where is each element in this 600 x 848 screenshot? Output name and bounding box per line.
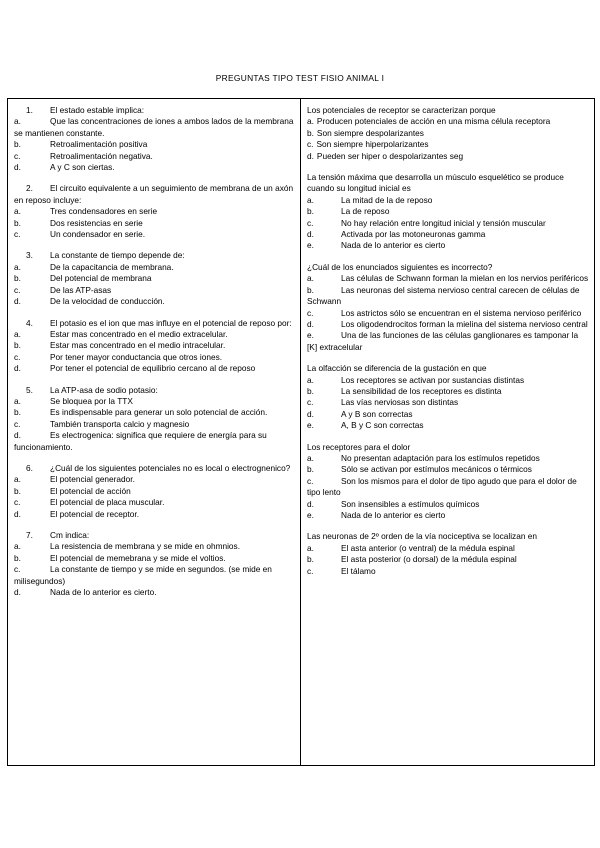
option-letter: c. bbox=[14, 351, 21, 362]
question-stem bbox=[14, 530, 296, 541]
question bbox=[14, 105, 296, 173]
option-letter: c. bbox=[307, 139, 314, 150]
option-text: La mitad de la de reposo bbox=[341, 194, 433, 205]
option bbox=[14, 218, 296, 229]
option bbox=[14, 116, 296, 139]
question-text: El potasio es el ion que mas influye en el potencial de reposo por: bbox=[50, 317, 292, 328]
question bbox=[14, 318, 296, 375]
option bbox=[307, 273, 590, 284]
option-letter: b. bbox=[14, 485, 21, 496]
question-stem: Los receptores para el dolor bbox=[307, 441, 411, 452]
question-text: El circuito equivalente a un seguimiento de membrana de un axón en reposo incluye: bbox=[14, 183, 294, 205]
option bbox=[307, 195, 590, 206]
option bbox=[307, 386, 590, 397]
option-text: El potencial de acción bbox=[50, 485, 131, 496]
question-number: 2. bbox=[26, 183, 33, 194]
question-stem: ¿Cuál de los enunciados siguientes es incorrecto? bbox=[307, 261, 493, 272]
option-text: Son siempre hiperpolarizantes bbox=[316, 139, 429, 150]
option bbox=[307, 128, 590, 139]
question-stem bbox=[14, 318, 296, 329]
option bbox=[307, 554, 590, 565]
option bbox=[307, 420, 590, 431]
option-text: Activada por las motoneuronas gamma bbox=[341, 229, 486, 240]
option-text: Los oligodendrocitos forman la mielina del sistema nervioso central bbox=[341, 318, 588, 329]
option-letter: b. bbox=[307, 554, 314, 565]
option bbox=[14, 497, 296, 508]
option bbox=[14, 486, 296, 497]
option bbox=[14, 587, 296, 598]
option-letter: c. bbox=[14, 564, 21, 575]
option-letter: b. bbox=[307, 127, 314, 138]
question-text: ¿Cuál de los siguientes potenciales no es local o electrognenico? bbox=[50, 462, 291, 473]
option-text: Los astrictos sólo se encuentran en el sistema nervioso periférico bbox=[341, 307, 582, 318]
left-column bbox=[8, 99, 301, 765]
question bbox=[14, 530, 296, 598]
option-text: El potencial de memebrana y se mide el voltios. bbox=[50, 552, 226, 563]
option-letter: c. bbox=[14, 229, 21, 240]
option-text: Pueden ser hiper o despolarizantes seg bbox=[316, 150, 464, 161]
option-letter: b. bbox=[14, 139, 21, 150]
option-text: El potencial de receptor. bbox=[50, 508, 140, 519]
question-number: 5. bbox=[26, 384, 33, 395]
option-letter: e. bbox=[307, 240, 314, 251]
option bbox=[307, 330, 590, 353]
option bbox=[307, 139, 590, 150]
option bbox=[14, 509, 296, 520]
option bbox=[307, 375, 590, 386]
option bbox=[14, 352, 296, 363]
option bbox=[307, 566, 590, 577]
option bbox=[307, 229, 590, 240]
option bbox=[14, 296, 296, 307]
option bbox=[307, 476, 590, 499]
option-letter: a. bbox=[14, 474, 21, 485]
option-text: Sólo se activan por estímulos mecánicos o térmicos bbox=[341, 464, 532, 475]
option bbox=[14, 396, 296, 407]
option-text: A y B son correctas bbox=[341, 408, 413, 419]
option-letter: a. bbox=[14, 328, 21, 339]
option-letter: b. bbox=[14, 552, 21, 563]
option bbox=[14, 229, 296, 240]
option-letter: d. bbox=[14, 430, 21, 441]
option-letter: a. bbox=[307, 374, 314, 385]
option-letter: d. bbox=[14, 296, 21, 307]
option-text: Nada de lo anterior es cierto. bbox=[50, 587, 157, 598]
question-stem bbox=[14, 183, 296, 206]
option-letter: d. bbox=[14, 587, 21, 598]
option-letter: d. bbox=[307, 229, 314, 240]
option-text: La resistencia de membrana y se mide en ohmnios. bbox=[50, 541, 241, 552]
option-letter: c. bbox=[307, 307, 314, 318]
question-number: 1. bbox=[26, 105, 33, 115]
option-text: Del potencial de membrana bbox=[50, 273, 152, 284]
option bbox=[307, 308, 590, 319]
option-text: De la velocidad de conducción. bbox=[50, 296, 165, 307]
option bbox=[307, 510, 590, 521]
question-number: 4. bbox=[26, 317, 33, 328]
option-letter: d. bbox=[307, 318, 314, 329]
question-stem: Las neuronas de 2º orden de la vía nociceptiva se localizan en bbox=[307, 531, 537, 542]
option bbox=[14, 206, 296, 217]
option-letter: c. bbox=[14, 497, 21, 508]
option-letter: a. bbox=[307, 273, 314, 284]
option-text: Retroalimentación positiva bbox=[50, 139, 148, 150]
option-letter: b. bbox=[307, 385, 314, 396]
option-text: Un condensador en serie. bbox=[50, 229, 146, 240]
question bbox=[307, 531, 590, 577]
option-text: Son los mismos para el dolor de tipo agudo que para el dolor de tipo lento bbox=[307, 475, 577, 498]
option-letter: b. bbox=[14, 273, 21, 284]
option-letter: d. bbox=[307, 498, 314, 509]
option-text: El asta anterior (o ventral) de la médula espinal bbox=[341, 542, 515, 553]
option-text: La de reposo bbox=[341, 206, 390, 217]
option-text: La sensibilidad de los receptores es distinta bbox=[341, 385, 502, 396]
option-letter: a. bbox=[307, 116, 314, 127]
option bbox=[307, 218, 590, 229]
option-text: Dos resistencias en serie bbox=[50, 217, 143, 228]
option-text: El tálamo bbox=[341, 565, 376, 576]
option bbox=[14, 162, 296, 173]
option-letter: d. bbox=[307, 408, 314, 419]
option-text: A, B y C son correctas bbox=[341, 420, 424, 431]
option-text: Nada de lo anterior es cierto bbox=[341, 510, 446, 520]
question bbox=[307, 363, 590, 431]
option bbox=[14, 151, 296, 162]
option-text: Estar mas concentrado en el medio extracelular. bbox=[50, 328, 228, 339]
option bbox=[307, 453, 590, 464]
option-letter: d. bbox=[307, 150, 314, 161]
option-text: Tres condensadores en serie bbox=[50, 206, 158, 217]
option bbox=[14, 340, 296, 351]
option-text: El asta posterior (o dorsal) de la médula espinal bbox=[341, 554, 517, 565]
option-letter: c. bbox=[307, 217, 314, 228]
option-letter: a. bbox=[307, 452, 314, 463]
option bbox=[307, 397, 590, 408]
option-letter: c. bbox=[307, 397, 314, 408]
option-text: A y C son ciertas. bbox=[50, 162, 115, 173]
option bbox=[307, 206, 590, 217]
question-number: 7. bbox=[26, 530, 33, 540]
option-text: Producen potenciales de acción en una misma célula receptora bbox=[316, 116, 551, 127]
option-text: Es indispensable para generar un solo potencial de acción. bbox=[50, 407, 268, 418]
option-text: De las ATP-asas bbox=[50, 284, 112, 295]
question bbox=[307, 262, 590, 353]
option bbox=[307, 285, 590, 308]
question-stem bbox=[14, 463, 296, 474]
document-title: PREGUNTAS TIPO TEST FISIO ANIMAL I bbox=[215, 73, 385, 83]
question-stem bbox=[14, 250, 296, 261]
question-stem: La olfacción se diferencia de la gustación en que bbox=[307, 363, 487, 374]
option-letter: e. bbox=[307, 330, 314, 341]
option-text: Las neuronas del sistema nervioso central carecen de células de Schwann bbox=[307, 284, 580, 307]
option bbox=[14, 363, 296, 374]
question-stem bbox=[14, 105, 296, 116]
option bbox=[307, 151, 590, 162]
question bbox=[307, 442, 590, 522]
question-text: El estado estable implica: bbox=[50, 105, 145, 115]
option-letter: c. bbox=[14, 418, 21, 429]
option bbox=[14, 430, 296, 453]
option-text: Que las concentraciones de iones a ambos lados de la membrana se mantienen constante. bbox=[14, 116, 294, 138]
question-stem bbox=[14, 385, 296, 396]
option bbox=[14, 262, 296, 273]
question-text: Cm indica: bbox=[50, 530, 90, 540]
option bbox=[14, 139, 296, 150]
question-number: 6. bbox=[26, 462, 33, 473]
option-letter: c. bbox=[307, 475, 314, 486]
option bbox=[14, 329, 296, 340]
option bbox=[307, 116, 590, 127]
option-letter: a. bbox=[14, 541, 21, 552]
option-text: Son insensibles a estímulos químicos bbox=[341, 498, 480, 509]
question bbox=[14, 183, 296, 240]
option-text: No hay relación entre longitud inicial y tensión muscular bbox=[341, 217, 546, 228]
question-text: La constante de tiempo depende de: bbox=[50, 250, 185, 261]
option bbox=[307, 464, 590, 475]
option-letter: c. bbox=[14, 284, 21, 295]
option-text: Nada de lo anterior es cierto bbox=[341, 240, 446, 251]
option-text: Es electrogenica: significa que requiere de energía para su funcionamiento. bbox=[14, 430, 267, 452]
option-letter: e. bbox=[307, 420, 314, 431]
option bbox=[14, 407, 296, 418]
option-letter: a. bbox=[307, 542, 314, 553]
option-letter: b. bbox=[307, 284, 314, 295]
option-letter: a. bbox=[14, 395, 21, 406]
question-stem: Los potenciales de receptor se caracterizan porque bbox=[307, 105, 496, 115]
option-text: Se bloquea por la TTX bbox=[50, 395, 133, 406]
question bbox=[307, 105, 590, 162]
option bbox=[14, 564, 296, 587]
option-letter: b. bbox=[14, 407, 21, 418]
option-letter: a. bbox=[307, 194, 314, 205]
question bbox=[14, 463, 296, 520]
option bbox=[14, 419, 296, 430]
option-letter: b. bbox=[14, 217, 21, 228]
option-text: Estar mas concentrado en el medio intracelular. bbox=[50, 340, 226, 351]
question-number: 3. bbox=[26, 250, 33, 261]
option-text: No presentan adaptación para los estímulos repetidos bbox=[341, 452, 540, 463]
option-letter: b. bbox=[307, 206, 314, 217]
option-letter: b. bbox=[14, 340, 21, 351]
option-letter: a. bbox=[14, 206, 21, 217]
option bbox=[307, 409, 590, 420]
question bbox=[14, 250, 296, 307]
option-text: Las vías nerviosas son distintas bbox=[341, 397, 459, 408]
option bbox=[307, 543, 590, 554]
option-text: Las células de Schwann forman la mielan en los nervios periféricos bbox=[341, 273, 589, 284]
option-letter: c. bbox=[307, 565, 314, 576]
option-letter: d. bbox=[14, 363, 21, 374]
option-letter: e. bbox=[307, 510, 314, 520]
option-letter: d. bbox=[14, 162, 21, 173]
option-text: Los receptores se activan por sustancias distintas bbox=[341, 374, 525, 385]
option-text: Retroalimentación negativa. bbox=[50, 150, 153, 161]
option-text: Son siempre despolarizantes bbox=[316, 127, 424, 138]
question-stem: La tensión máxima que desarrolla un músculo esquelético se produce cuando su longitud inicial es bbox=[307, 172, 564, 194]
option-text: También transporta calcio y magnesio bbox=[50, 418, 190, 429]
question-text: La ATP-asa de sodio potasio: bbox=[50, 384, 158, 395]
option bbox=[307, 499, 590, 510]
option bbox=[307, 240, 590, 251]
option-letter: d. bbox=[14, 508, 21, 519]
option-letter: a. bbox=[14, 261, 21, 272]
question bbox=[307, 172, 590, 252]
option-letter: b. bbox=[307, 464, 314, 475]
option bbox=[307, 319, 590, 330]
option-text: Por tener mayor conductancia que otros iones. bbox=[50, 351, 223, 362]
option bbox=[14, 273, 296, 284]
option-text: El potencial de placa muscular. bbox=[50, 497, 165, 508]
option-text: Una de las funciones de las células ganglionares es tamponar la [K] extracelular bbox=[307, 330, 579, 352]
option bbox=[14, 553, 296, 564]
right-column bbox=[301, 99, 594, 765]
option-letter: a. bbox=[14, 116, 21, 127]
option-text: De la capacitancia de membrana. bbox=[50, 261, 174, 272]
questions-table bbox=[7, 98, 595, 766]
option bbox=[14, 285, 296, 296]
option-text: El potencial generador. bbox=[50, 474, 135, 485]
option bbox=[14, 541, 296, 552]
question bbox=[14, 385, 296, 453]
option bbox=[14, 474, 296, 485]
option-text: La constante de tiempo y se mide en segundos. (se mide en milisegundos) bbox=[14, 564, 272, 586]
option-text: Por tener el potencial de equilibrio cercano al de reposo bbox=[50, 363, 256, 374]
option-letter: c. bbox=[14, 150, 21, 161]
